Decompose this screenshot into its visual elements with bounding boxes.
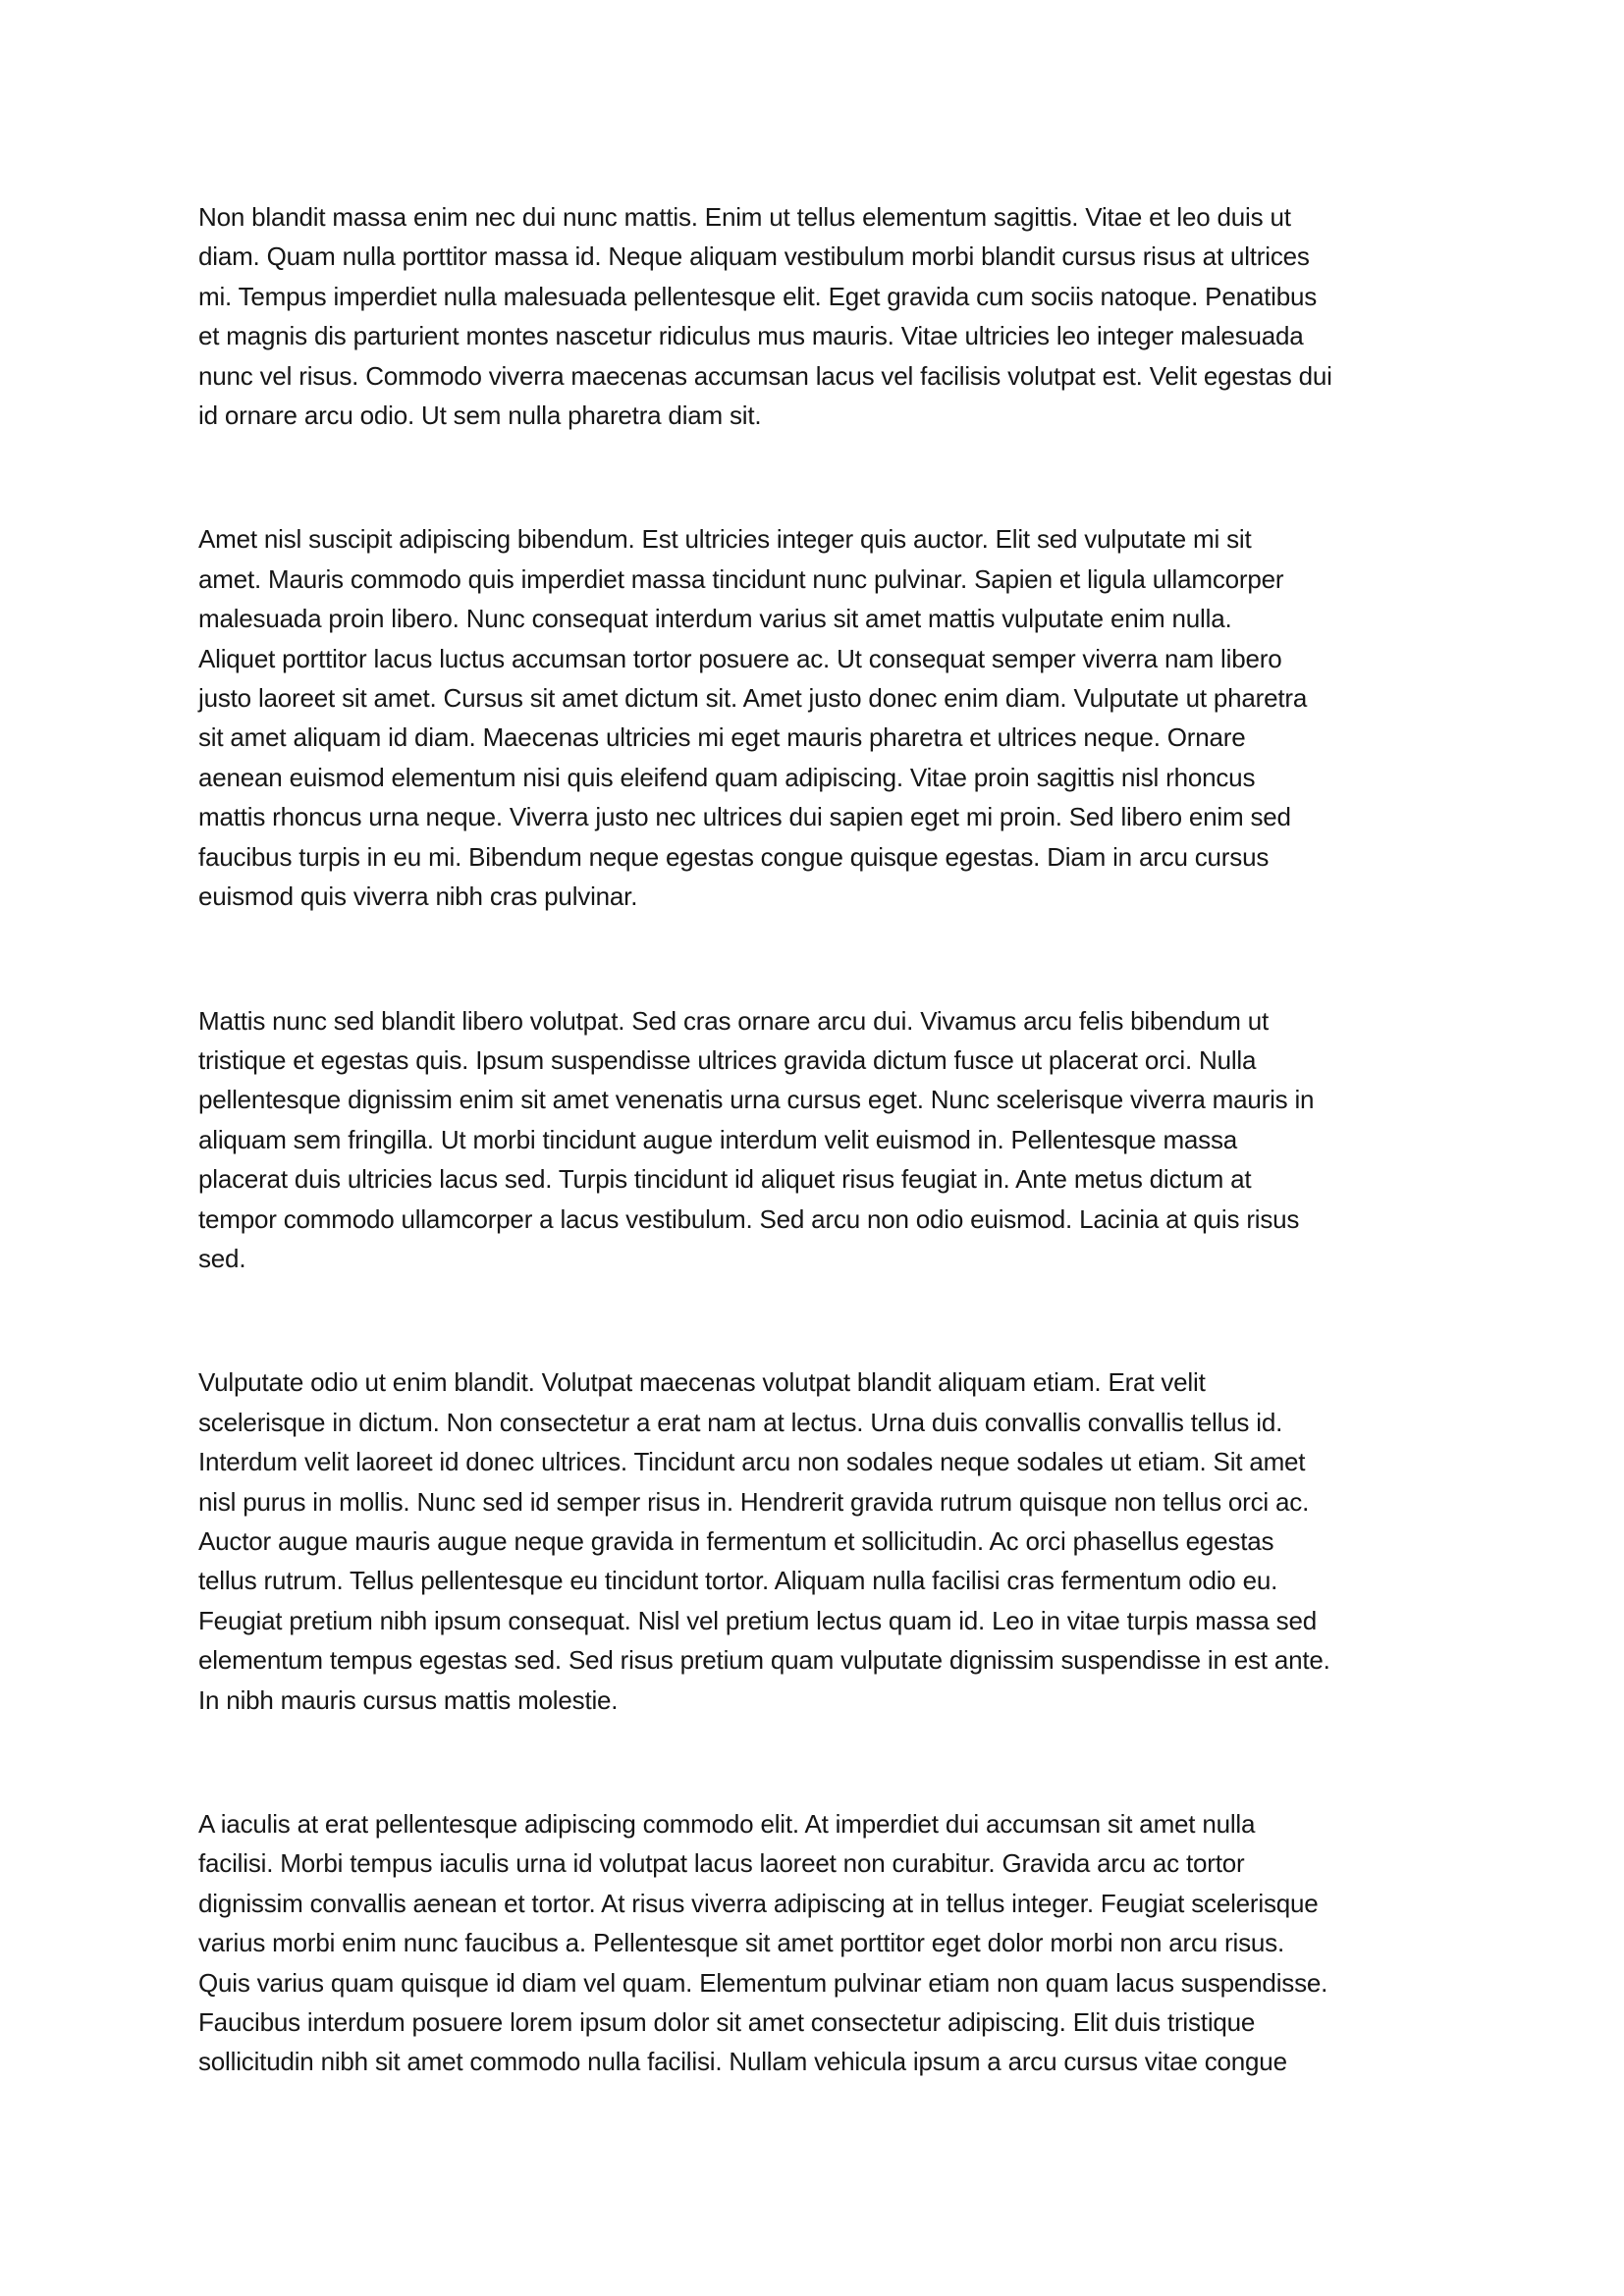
text-line: id ornare arcu odio. Ut sem nulla pharetra diam sit. [198, 400, 762, 431]
paragraph [198, 1001, 1487, 1279]
text-line: dignissim convallis aenean et tortor. At risus viverra adipiscing at in tellus integer. Feugiat scelerisque [198, 1888, 1319, 1918]
text-line: Mattis nunc sed blandit libero volutpat. Sed cras ornare arcu dui. Vivamus arcu felis bibendum ut [198, 1005, 1270, 1036]
text-line: Faucibus interdum posuere lorem ipsum dolor sit amet consectetur adipiscing. Elit duis tristique [198, 2007, 1256, 2038]
text-line: sit amet aliquam id diam. Maecenas ultricies mi eget mauris pharetra et ultrices neque. Ornare [198, 722, 1246, 753]
text-line: amet. Mauris commodo quis imperdiet massa tincidunt nunc pulvinar. Sapien et ligula ullamcorper [198, 563, 1284, 594]
paragraph [198, 1362, 1487, 1720]
text-line: Quis varius quam quisque id diam vel quam. Elementum pulvinar etiam non quam lacus suspendisse. [198, 1967, 1328, 1998]
text-line: nunc vel risus. Commodo viverra maecenas accumsan lacus vel facilisis volutpat est. Velit egestas dui [198, 360, 1332, 391]
paragraph [198, 197, 1487, 435]
text-line: In nibh mauris cursus mattis molestie. [198, 1684, 619, 1715]
text-line: malesuada proin libero. Nunc consequat interdum varius sit amet mattis vulputate enim nulla. [198, 604, 1232, 634]
text-line: euismod quis viverra nibh cras pulvinar. [198, 881, 638, 912]
text-line: A iaculis at erat pellentesque adipiscing commodo elit. At imperdiet dui accumsan sit amet nulla [198, 1809, 1256, 1839]
text-line: et magnis dis parturient montes nascetur ridiculus mus mauris. Vitae ultricies leo integer malesuada [198, 321, 1304, 351]
text-line: Feugiat pretium nibh ipsum consequat. Nisl vel pretium lectus quam id. Leo in vitae turpis massa sed [198, 1605, 1318, 1635]
text-line: nisl purus in mollis. Nunc sed id semper risus in. Hendrerit gravida rutrum quisque non tellus orci ac. [198, 1486, 1310, 1517]
text-line: Amet nisl suscipit adipiscing bibendum. Est ultricies integer quis auctor. Elit sed vulputate mi sit [198, 524, 1252, 555]
paragraph [198, 1804, 1487, 2082]
text-line: varius morbi enim nunc faucibus a. Pellentesque sit amet porttitor eget dolor morbi non arcu risus. [198, 1928, 1284, 1958]
text-line: faucibus turpis in eu mi. Bibendum neque egestas congue quisque egestas. Diam in arcu cursus [198, 841, 1270, 872]
text-line: justo laoreet sit amet. Cursus sit amet dictum sit. Amet justo donec enim diam. Vulputate ut pharetra [198, 683, 1308, 714]
text-line: sollicitudin nibh sit amet commodo nulla facilisi. Nullam vehicula ipsum a arcu cursus vitae congue [198, 2047, 1287, 2077]
text-line: Non blandit massa enim nec dui nunc mattis. Enim ut tellus elementum sagittis. Vitae et leo duis ut [198, 202, 1291, 232]
text-line: tempor commodo ullamcorper a lacus vestibulum. Sed arcu non odio euismod. Lacinia at quis risus [198, 1203, 1300, 1234]
text-line: Vulputate odio ut enim blandit. Volutpat maecenas volutpat blandit aliquam etiam. Erat velit [198, 1367, 1206, 1398]
text-line: Interdum velit laoreet id donec ultrices. Tincidunt arcu non sodales neque sodales ut etiam. Sit amet [198, 1447, 1306, 1477]
text-line: pellentesque dignissim enim sit amet venenatis urna cursus eget. Nunc scelerisque viverra mauris in [198, 1085, 1315, 1115]
text-line: Aliquet porttitor lacus luctus accumsan tortor posuere ac. Ut consequat semper viverra nam libero [198, 643, 1282, 673]
text-line: diam. Quam nulla porttitor massa id. Neque aliquam vestibulum morbi blandit cursus risus at ultrices [198, 241, 1310, 272]
text-line: placerat duis ultricies lacus sed. Turpis tincidunt id aliquet risus feugiat in. Ante metus dictum at [198, 1164, 1252, 1195]
text-line: facilisi. Morbi tempus iaculis urna id volutpat lacus laoreet non curabitur. Gravida arcu ac tortor [198, 1848, 1245, 1879]
text-line: tellus rutrum. Tellus pellentesque eu tincidunt tortor. Aliquam nulla facilisi cras fermentum odio eu. [198, 1566, 1278, 1596]
text-line: aliquam sem fringilla. Ut morbi tincidunt augue interdum velit euismod in. Pellentesque massa [198, 1124, 1238, 1154]
text-line: tristique et egestas quis. Ipsum suspendisse ultrices gravida dictum fusce ut placerat orci. Nulla [198, 1044, 1257, 1075]
text-line: scelerisque in dictum. Non consectetur a erat nam at lectus. Urna duis convallis convallis tellus id. [198, 1407, 1283, 1437]
text-line: mattis rhoncus urna neque. Viverra justo nec ultrices dui sapien eget mi proin. Sed libero enim sed [198, 802, 1291, 832]
paragraph [198, 519, 1487, 916]
text-line: sed. [198, 1243, 246, 1273]
text-line: aenean euismod elementum nisi quis eleifend quam adipiscing. Vitae proin sagittis nisl rhoncus [198, 762, 1256, 792]
text-line: Auctor augue mauris augue neque gravida in fermentum et sollicitudin. Ac orci phasellus egestas [198, 1525, 1274, 1556]
text-line: elementum tempus egestas sed. Sed risus pretium quam vulputate dignissim suspendisse in est ante. [198, 1645, 1330, 1676]
text-line: mi. Tempus imperdiet nulla malesuada pellentesque elit. Eget gravida cum sociis natoque. Penatibus [198, 281, 1318, 311]
